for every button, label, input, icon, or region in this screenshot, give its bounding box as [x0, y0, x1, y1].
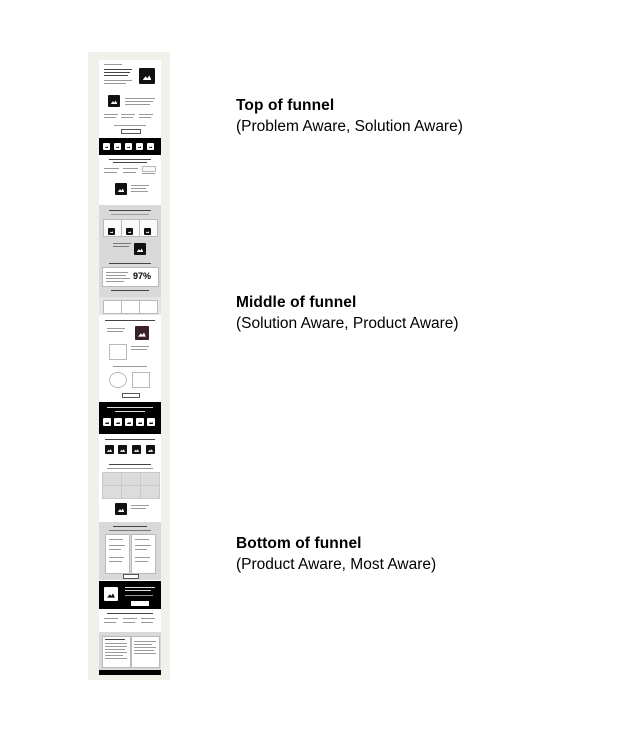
- stage-bottom-of-funnel: [236, 533, 436, 575]
- logo-icon-2: [114, 143, 121, 150]
- benefits-grid-section: [99, 462, 161, 522]
- pricing-card-2: [131, 534, 156, 574]
- stat-value: 97%: [133, 271, 152, 281]
- faq-card-2: [131, 636, 160, 668]
- stage-subtitle: (Problem Aware, Solution Aware): [236, 118, 463, 135]
- stage-title: Middle of funnel: [236, 294, 357, 311]
- stage-subtitle: (Solution Aware, Product Aware): [236, 315, 459, 332]
- pricing-cta-button: [123, 574, 139, 579]
- icon-row-2: [118, 445, 127, 454]
- benefits-image-icon: [115, 503, 127, 515]
- logo-icon-1: [103, 143, 110, 150]
- guarantee-cta-button: [131, 601, 149, 606]
- chart-card-3: [132, 372, 150, 388]
- intro-section: [99, 92, 161, 137]
- comparison-cta-button: [122, 393, 140, 398]
- comparison-image-icon: [135, 326, 149, 340]
- dark-feature-icon-2: [114, 418, 122, 426]
- pricing-card-1: [105, 534, 130, 574]
- landing-page-thumbnail: [99, 60, 161, 675]
- logo-band: [99, 138, 161, 155]
- feature-icon-1: [108, 228, 115, 235]
- icon-row-3: [132, 445, 141, 454]
- icon-row-1: [105, 445, 114, 454]
- stage-subtitle: (Product Aware, Most Aware): [236, 556, 437, 573]
- feature-icon-2: [126, 228, 133, 235]
- icon-row-4: [146, 445, 155, 454]
- testimonial-row: [99, 297, 161, 315]
- dark-feature-icon-1: [103, 418, 111, 426]
- hero-image-icon: [139, 68, 155, 84]
- faq-card-1: [102, 636, 131, 668]
- dark-feature-icon-4: [136, 418, 144, 426]
- pricing-section: [99, 522, 161, 580]
- faq-section: [99, 632, 161, 670]
- stage-title: Top of funnel: [236, 97, 335, 114]
- dark-feature-icon-5: [147, 418, 155, 426]
- feature-icon-3: [144, 228, 151, 235]
- problem-image-icon: [115, 183, 127, 195]
- problem-section: [99, 155, 161, 205]
- hero-section: [99, 60, 161, 92]
- stat-card: [102, 267, 159, 287]
- chart-card-2: [109, 372, 127, 388]
- stage-middle-of-funnel: [236, 292, 459, 334]
- stage-title: Bottom of funnel: [236, 535, 362, 552]
- dark-feature-icon-3: [125, 418, 133, 426]
- faq-intro-section: [99, 610, 161, 630]
- dark-features-band: [99, 402, 161, 434]
- chart-card-1: [109, 344, 127, 360]
- footer-band: [99, 670, 161, 675]
- solution-section: [99, 205, 161, 297]
- stage-top-of-funnel: [236, 95, 463, 137]
- icons-row-section: [99, 436, 161, 458]
- guarantee-image-icon: [104, 587, 118, 601]
- solution-image-icon: [134, 243, 146, 255]
- comparison-section: [99, 316, 161, 400]
- guarantee-band: [99, 581, 161, 609]
- logo-icon-5: [147, 143, 154, 150]
- logo-icon-3: [125, 143, 132, 150]
- intro-image-icon: [108, 95, 120, 107]
- intro-cta-button: [121, 129, 141, 134]
- logo-icon-4: [136, 143, 143, 150]
